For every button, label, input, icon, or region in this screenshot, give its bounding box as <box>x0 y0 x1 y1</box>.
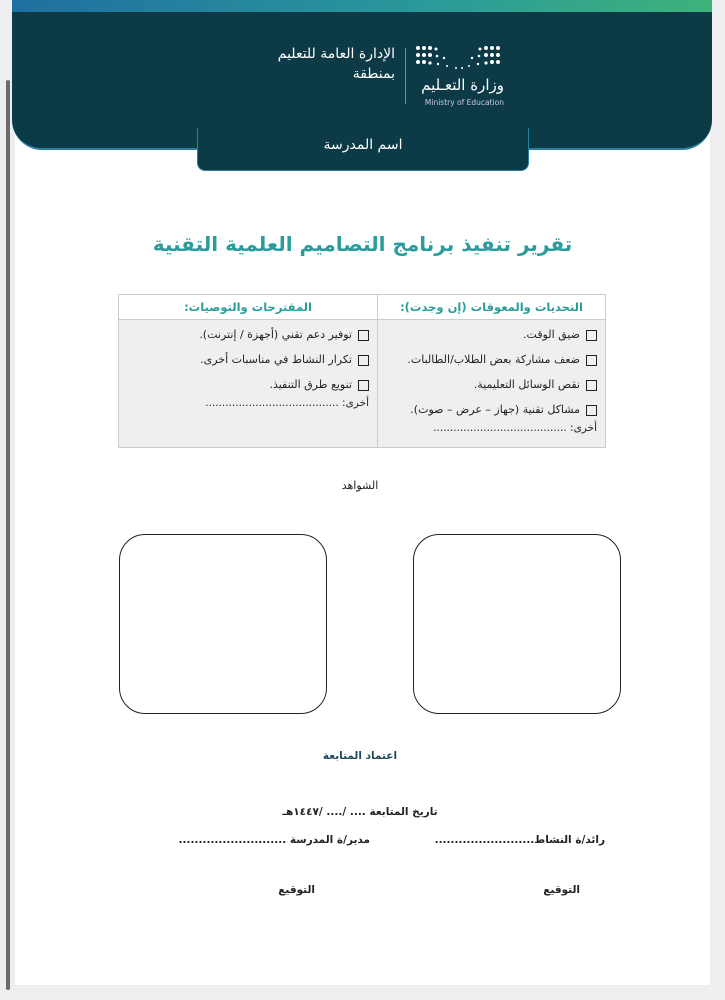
suggestions-other-field[interactable]: أخرى: ........................................ <box>205 397 369 409</box>
evidence-photo-box-right[interactable] <box>413 534 621 714</box>
checkbox[interactable] <box>586 330 597 341</box>
principal-field[interactable]: مدير/ة المدرسة ........................... <box>178 834 370 846</box>
ministry-name-english: Ministry of Education <box>424 98 504 107</box>
evidence-photo-box-left[interactable] <box>119 534 327 714</box>
region-line-2: بمنطقة <box>352 66 395 82</box>
school-name-box: اسم المدرسة <box>197 128 529 171</box>
challenges-column <box>377 295 605 447</box>
suggestion-item[interactable]: تكرار النشاط في مناسبات أخرى. <box>119 347 377 372</box>
challenges-suggestions-table <box>118 294 606 448</box>
challenges-other-field[interactable]: أخرى: ........................................ <box>433 422 597 434</box>
checkbox[interactable] <box>358 380 369 391</box>
suggestions-column <box>119 295 377 447</box>
report-title: تقرير تنفيذ برنامج التصاميم العلمية التقنية <box>152 232 573 256</box>
follow-up-date: تاريخ المتابعة .... /.... /١٤٤٧هـ <box>282 806 438 818</box>
suggestion-item[interactable]: توفير دعم تقني (أجهزة / إنترنت). <box>119 322 377 347</box>
suggestion-item[interactable]: تنويع طرق التنفيذ. <box>119 372 377 397</box>
challenge-item[interactable]: نقص الوسائل التعليمية. <box>378 372 605 397</box>
challenge-item[interactable]: ضيق الوقت. <box>378 322 605 347</box>
approval-heading: اعتماد المتابعة <box>322 750 398 762</box>
region-label <box>240 44 395 84</box>
challenge-item[interactable]: ضعف مشاركة بعض الطلاب/الطالبات. <box>378 347 605 372</box>
checkbox[interactable] <box>358 330 369 341</box>
signature-left-label: التوقيع <box>278 884 315 896</box>
evidence-label: الشواهد <box>341 479 379 492</box>
checkbox[interactable] <box>586 355 597 366</box>
ministry-name-arabic: وزارة التعـليم <box>421 76 504 94</box>
checkbox[interactable] <box>586 380 597 391</box>
challenges-heading: التحديات والمعوقات (إن وجدت): <box>378 295 605 320</box>
challenge-item[interactable]: مشاكل تقنية (جهاز – عرض – صوت). <box>378 397 605 422</box>
checkbox[interactable] <box>586 405 597 416</box>
suggestions-heading: المقترحات والتوصيات: <box>119 295 377 320</box>
checkbox[interactable] <box>358 355 369 366</box>
logo-divider <box>405 48 406 104</box>
scrollbar[interactable] <box>6 80 10 990</box>
region-line-1: الإدارة العامة للتعليم <box>277 46 395 62</box>
signature-right-label: التوقيع <box>543 884 580 896</box>
ministry-logo-icon <box>414 44 502 74</box>
activity-leader-field[interactable]: رائد/ة النشاط......................... <box>434 834 605 846</box>
